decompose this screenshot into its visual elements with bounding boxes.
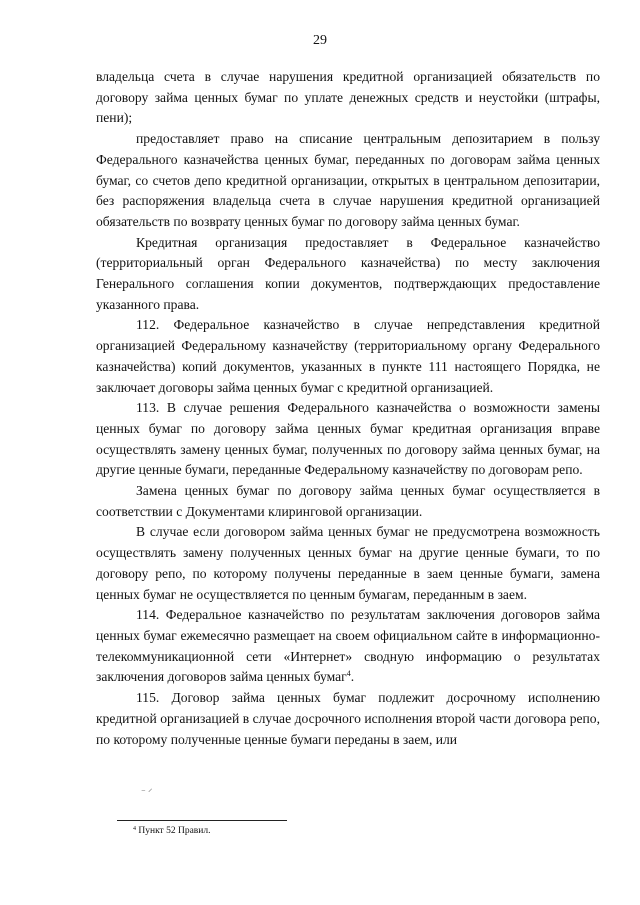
paragraph-1: владельца счета в случае нарушения кредитной организацией обязательств по договору займа ценных бумаг по уплате денежных средств и неустойки (штрафы, пени); [96, 69, 600, 126]
footnote [133, 826, 210, 836]
paragraph-114 [96, 605, 600, 688]
paragraph-114-text: 114. Федеральное казначейство по результатам заключения договоров займа ценных бумаг ежемесячно размещает на своем официальном сайте в информационно-телекоммуникационной сети «Интернет» сводную информацию о результатах заключения договоров займа ценных бумаг [96, 607, 600, 685]
paragraph-2: предоставляет право на списание центральным депозитарием в пользу Федерального казначейства ценных бумаг, переданных по договорам займа ценных бумаг, со счетов депо кредитной организации, открытых в центральном депозитарии, без распоряжения владельца счета в случае нарушения кредитной организацией обязательств по возврату ценных бумаг по договору займа ценных бумаг. [96, 131, 600, 229]
page-number: 29 [313, 33, 327, 48]
footnote-reference: 4 [346, 669, 351, 679]
paragraph-113-replacement: Замена ценных бумаг по договору займа ценных бумаг осуществляется в соответствии с Документами клиринговой организации. [96, 483, 600, 519]
footnote-number: 4 [133, 826, 136, 832]
paragraph-113-repo: В случае если договором займа ценных бумаг не предусмотрена возможность осуществлять замену полученных ценных бумаг на другие ценные бумаги, то по договору репо, по которому получены переданные в заем ценные бумаги, замена ценных бумаг не осуществляется по ценным бумагам, переданным в заем. [96, 524, 600, 602]
paragraph-114-end: . [350, 669, 355, 685]
paragraph-112: 112. Федеральное казначейство в случае непредставления кредитной организацией Федеральному казначейству (территориальному органу Федерального казначейства) копий документов, указанных в пункте 111 настоящего Порядка, не заключает договоры займа ценных бумаг с кредитной организацией. [96, 317, 600, 395]
footnote-divider [117, 820, 287, 821]
document-body [96, 67, 600, 750]
paragraph-115: 115. Договор займа ценных бумаг подлежит досрочному исполнению кредитной организацией в случае досрочного исполнения второй части договора репо, по которому полученные ценные бумаги переданы в заем, или [96, 690, 600, 747]
stray-mark: ⁻ ⸍ [141, 787, 153, 797]
footnote-text: Пункт 52 Правил. [136, 826, 211, 836]
paragraph-3: Кредитная организация предоставляет в Федеральное казначейство (территориальный орган Федерального казначейства) по месту заключения Генерального соглашения копии документов, подтверждающих предоставление указанного права. [96, 234, 600, 312]
paragraph-113: 113. В случае решения Федерального казначейства о возможности замены ценных бумаг по договору займа ценных бумаг кредитная организация вправе осуществлять замену ценных бумаг, полученных по договору займа ценных бумаг, на другие ценные бумаги, переданные Федеральному казначейству по договорам репо. [96, 400, 600, 478]
